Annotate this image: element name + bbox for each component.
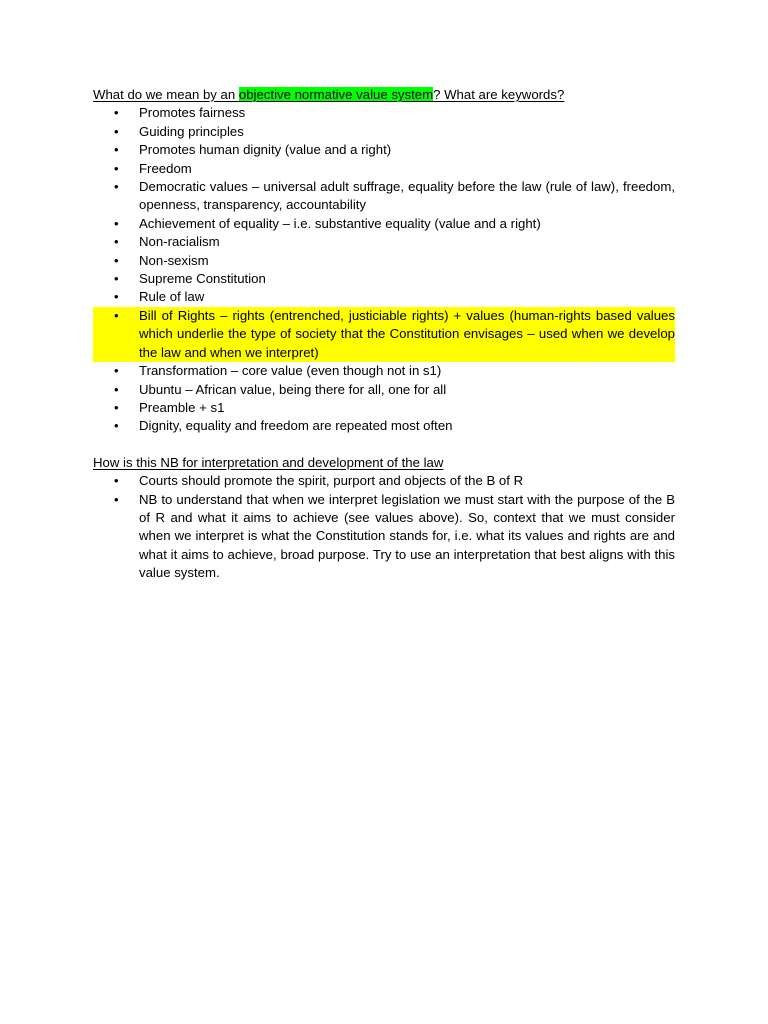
list-item — [93, 472, 675, 490]
bullet-icon: • — [114, 252, 119, 268]
list-item-text: Bill of Rights – rights (entrenched, justiciable rights) + values (human-rights based values which underlie the type of society that the Constitution envisages – used when we develop the law and when we interpret) — [139, 307, 675, 360]
list-item — [93, 233, 675, 251]
highlighted-list-item — [93, 307, 675, 362]
bullet-icon: • — [114, 271, 119, 287]
list-item-text: Non-racialism — [139, 234, 220, 250]
list-item-text: Achievement of equality – i.e. substantive equality (value and a right) — [139, 215, 541, 231]
bullet-icon: • — [114, 234, 119, 250]
heading-text-before: What do we mean by an — [93, 87, 239, 102]
bullet-icon: • — [114, 399, 119, 415]
list-item-text: Preamble + s1 — [139, 399, 225, 415]
bullet-icon: • — [114, 105, 119, 121]
heading-highlighted-term: objective normative value system — [238, 87, 434, 102]
bullet-icon: • — [114, 307, 119, 323]
list-item-text: Transformation – core value (even though not in s1) — [139, 363, 442, 379]
list-item — [93, 160, 675, 178]
section2-heading: How is this NB for interpretation and development of the law — [93, 454, 444, 470]
list-item — [93, 252, 675, 270]
list-item-text: Supreme Constitution — [139, 271, 266, 287]
list-item-text: Ubuntu – African value, being there for all, one for all — [139, 381, 447, 397]
list-item — [93, 417, 675, 435]
bullet-icon: • — [114, 160, 119, 176]
list-item — [93, 123, 675, 141]
bullet-icon: • — [114, 381, 119, 397]
list-item — [93, 270, 675, 288]
list-item-text: Freedom — [139, 160, 192, 176]
list-item — [93, 399, 675, 417]
list-item-text: Non-sexism — [139, 252, 209, 268]
bullet-icon: • — [114, 179, 119, 195]
list-item — [93, 381, 675, 399]
list-item — [93, 491, 675, 583]
list-item-text: Guiding principles — [139, 123, 244, 139]
list-item-text: Democratic values – universal adult suffrage, equality before the law (rule of law), freedom, openness, transparency, accountability — [139, 179, 675, 213]
heading-text-after: ? What are keywords? — [433, 87, 565, 102]
document-page — [93, 86, 675, 583]
bullet-icon: • — [114, 363, 119, 379]
bullet-icon: • — [114, 123, 119, 139]
list-item-text: Dignity, equality and freedom are repeated most often — [139, 418, 453, 434]
list-item-text: Promotes human dignity (value and a right) — [139, 142, 392, 158]
list-item — [93, 362, 675, 380]
list-item-text: Rule of law — [139, 289, 205, 305]
list-item-text: NB to understand that when we interpret legislation we must start with the purpose of the B of R and what it aims to achieve (see values above). So, context that we must consider when we interpret is what the Constitution stands for, i.e. what its values and rights are and what it aims to achieve, broad purpose. Try to use an interpretation that best aligns with this value system. — [139, 491, 675, 581]
interpretation-list — [93, 472, 675, 582]
section-spacer — [93, 436, 675, 454]
list-item — [93, 104, 675, 122]
keywords-list — [93, 104, 675, 435]
bullet-icon: • — [114, 473, 119, 489]
bullet-icon: • — [114, 142, 119, 158]
bullet-icon: • — [114, 418, 119, 434]
list-item-text: Promotes fairness — [139, 105, 246, 121]
bullet-icon: • — [114, 215, 119, 231]
list-item — [93, 178, 675, 215]
bullet-icon: • — [114, 491, 119, 507]
list-item — [93, 215, 675, 233]
list-item-text: Courts should promote the spirit, purport and objects of the B of R — [139, 473, 524, 489]
list-item — [93, 141, 675, 159]
section1-heading — [93, 86, 675, 104]
bullet-icon: • — [114, 289, 119, 305]
list-item — [93, 288, 675, 306]
